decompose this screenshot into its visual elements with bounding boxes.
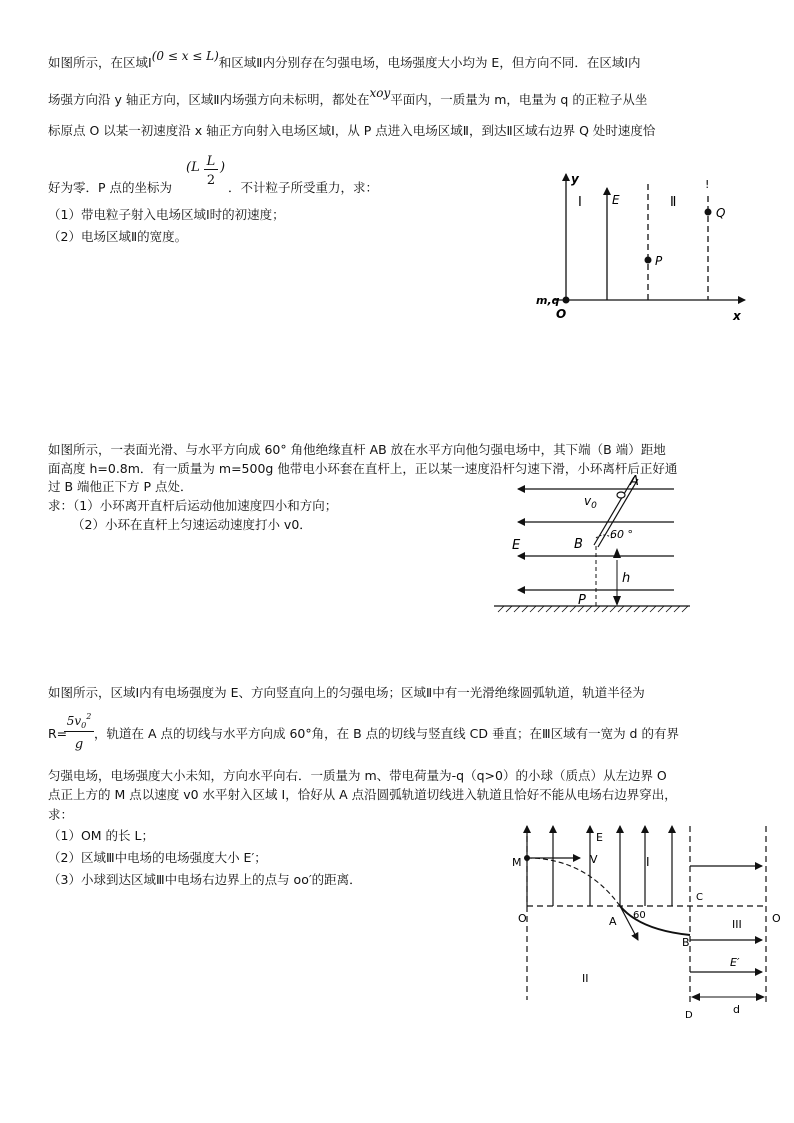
p3-r-prefix: R=	[48, 726, 68, 741]
p1-line2: 场强方向沿 y 轴正方向，区域Ⅱ内场强方向未标明，都处在xoy平面内，一质量为 m，电量为 q 的正粒子从坐	[48, 86, 648, 107]
p3-O-label: O	[518, 912, 527, 925]
p3-E-label: E	[596, 831, 603, 844]
p1-question-1: （1）带电粒子射入电场区域Ⅰ时的初速度；	[48, 207, 285, 222]
p1-plane-math: xoy	[369, 86, 391, 100]
p1-line3: 标原点 O 以某一初速度沿 x 轴正方向射入电场区域Ⅰ，从 P 点进入电场区域Ⅱ，到达Ⅱ区域右边界 Q 处时速度恰	[48, 123, 656, 138]
p3-d-label: d	[733, 1003, 740, 1016]
p1-line4a: 好为零．P 点的坐标为	[48, 180, 173, 195]
p3-arc-track	[620, 906, 690, 935]
p3-line2b: ，轨道在 A 点的切线与水平方向成 60°角，在 B 点的切线与竖直线 CD 垂直；在Ⅲ区域有一宽为 d 的有界	[94, 726, 679, 741]
p1-question-2: （2）电场区域Ⅱ的宽度。	[48, 229, 188, 244]
p3-question-2: （2）区域Ⅲ中电场的电场强度大小 E′；	[48, 850, 267, 865]
p3-C-label: C	[696, 892, 703, 903]
p3-r-denominator: g	[74, 737, 84, 752]
p2-question-2: （2）小环在直杆上匀速运动速度打小 v0．	[72, 517, 312, 532]
p3-line4: 点正上方的 M 点以速度 v0 水平射入区域 I，恰好从 A 点沿圆弧轨道切线进入轨道且恰好不能从电场右边界穿出，	[48, 787, 677, 802]
p2-v0-label: $v_0$	[584, 494, 597, 511]
p3-question-1: （1）OM 的长 L；	[48, 828, 154, 843]
p1-coord-num: L	[204, 154, 218, 170]
p2-E-label: E	[512, 538, 521, 553]
p3-Eprime-label: E′	[730, 956, 740, 969]
p2-A-label: A	[630, 474, 639, 489]
p3-d-arrow-right	[756, 993, 765, 1001]
p3-r-numerator: $5v_0^2$	[64, 713, 94, 732]
p1-tick-mark: !	[705, 178, 710, 191]
p3-region1-label: I	[646, 855, 650, 869]
p2-line1: 如图所示，一表面光滑、与水平方向成 60° 角他绝缘直杆 AB 放在水平方向他匀强电场中，其下端（B 端）距地	[48, 442, 666, 457]
p3-angle-label: 60	[633, 910, 646, 921]
p3-D-label: D	[685, 1010, 693, 1021]
p1-E-label: E	[612, 193, 620, 207]
p1-origin-label: O	[556, 307, 567, 321]
p1-y-label: y	[571, 172, 579, 186]
p1-Q-label: Q	[716, 206, 726, 220]
p3-question-3: （3）小球到达区域Ⅲ中电场右边界上的点与 oo′的距离．	[48, 872, 362, 887]
p1-x-label: x	[733, 309, 741, 323]
p3-line5: 求：	[48, 807, 74, 822]
p2-P-label: P	[578, 593, 586, 608]
p3-M-label: M	[512, 856, 522, 869]
p3-region2-label: II	[582, 972, 589, 985]
p3-d-arrow-left	[691, 993, 700, 1001]
p2-question-1: 求：（1）小环离开直杆后运动他加速度四小和方向；	[48, 498, 338, 513]
p2-line2: 面高度 h=0.8m．有一质量为 m=500g 他带电小环套在直杆上，正以某一速度沿杆匀速下滑，小环离杆后正好通	[48, 461, 678, 476]
p3-V-label: V	[590, 853, 598, 866]
p1-region1-label: Ⅰ	[578, 195, 582, 210]
p3-line3: 匀强电场，电场强度大小未知，方向水平向右．一质量为 m、带电荷量为-q（q>0）的小球（质点）从左边界 O	[48, 768, 667, 783]
p1-line4b: ．不计粒子所受重力，求：	[228, 180, 379, 195]
p1-coord-open: (L	[186, 160, 200, 175]
p1-region2-label: Ⅱ	[670, 195, 677, 210]
p3-B-label: B	[682, 936, 690, 949]
p3-trajectory	[527, 858, 620, 906]
p2-angle-label: 60 °	[610, 528, 633, 541]
p2-h-label: h	[622, 571, 631, 586]
p3-O2-label: O	[772, 912, 781, 925]
p1-coord-close: )	[220, 160, 226, 175]
p1-mq-label: m,q	[536, 294, 560, 307]
p3-A-label: A	[609, 915, 617, 928]
p1-range-math: (0 ≤ x ≤ L)	[151, 49, 219, 63]
p1-P-label: P	[655, 254, 663, 268]
p1-line1: 如图所示，在区域Ⅰ(0 ≤ x ≤ L)和区域Ⅱ内分别存在匀强电场，电场强度大小均为 E，但方向不同．在区域Ⅰ内	[48, 49, 641, 70]
p2-line3: 过 B 端他正下方 P 点处．	[48, 479, 193, 494]
p1-coord-den: 2	[206, 173, 216, 188]
p3-line1: 如图所示，区域Ⅰ内有电场强度为 E、方向竖直向上的匀强电场；区域Ⅱ中有一光滑绝缘圆弧轨道，轨道半径为	[48, 685, 645, 700]
p2-B-label: B	[574, 537, 583, 552]
p3-region3-label: III	[732, 918, 742, 931]
